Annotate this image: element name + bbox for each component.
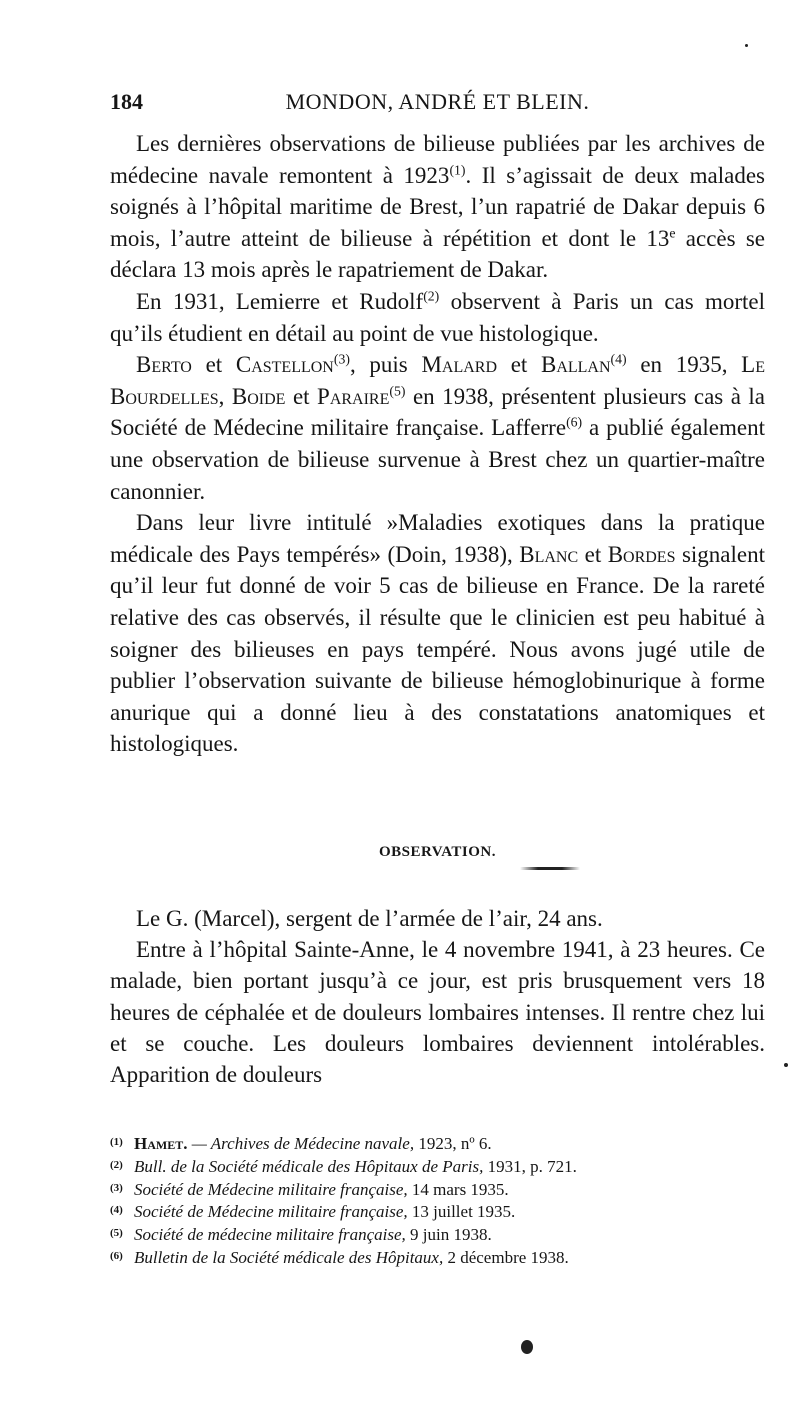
footnote-source: Société de Médecine militaire française,: [134, 1202, 412, 1222]
footnote-4: [110, 1201, 765, 1224]
author-name: Paraire: [317, 383, 390, 409]
footnote-detail: 1931, p. 721.: [487, 1156, 577, 1176]
footnote-detail: 2 décembre 1938.: [447, 1247, 569, 1267]
footnote-2: [110, 1156, 765, 1179]
footnote-source: Société de Médecine militaire française,: [134, 1179, 412, 1199]
footnote-mark: (3): [110, 1181, 123, 1194]
text-span: , puis: [349, 352, 422, 378]
footnote-detail: 9 juin 1938.: [410, 1225, 492, 1245]
footnote-ref: (5): [389, 383, 406, 399]
author-name: Bordes: [607, 541, 676, 567]
footnote-1: [110, 1133, 765, 1156]
footnote-ref: (4): [610, 351, 627, 367]
observation-heading: OBSERVATION.: [378, 844, 497, 860]
observation-line-2: Entre à l’hôpital Sainte-Anne, le 4 novembre 1941, à 23 heures. Ce malade, bien portant jusqu’à ce jour, est pris brusquement vers 18 heures de céphalée et de douleurs lombaires intenses. Il rentre chez lui et se couche. Les douleurs lombaires deviennent intolérables. Apparition de douleurs: [110, 937, 765, 1088]
paragraph-2: [110, 286, 765, 349]
paragraph-1: [110, 128, 765, 286]
footnote-5: [110, 1224, 765, 1247]
observation-text: [110, 903, 765, 1090]
text-span: en 1938, présentent plusieurs cas à la Société de Médecine militaire française. Lafferre: [110, 383, 766, 441]
footnote-author: Hamet.: [134, 1134, 188, 1153]
paragraph-3: [110, 349, 765, 507]
footnote-ref: (6): [566, 415, 583, 431]
text-span: et: [285, 383, 318, 409]
ink-speck: [784, 1063, 788, 1067]
observation-line-1: Le G. (Marcel), sergent de l’armée de l’air, 24 ans.: [136, 906, 603, 931]
author-name: Berto: [136, 352, 192, 378]
footnote-mark: (4): [110, 1204, 123, 1217]
text-span: et: [578, 541, 608, 567]
text-span: signalent qu’il leur fut donné de voir 5 cas de bilieuse en France. De la rareté relative des cas observés, il résulte que le clinicien est peu habitué à soigner des bilieuses en pays tempéré. Nous avons jugé utile de publier l’observation suivante de bilieuse hémoglobinurique à forme anurique qui a donné lieu à des constatations anatomiques et histologiques.: [110, 541, 765, 757]
text-span: ,: [218, 383, 232, 409]
footnote-6: [110, 1247, 765, 1270]
author-name: Boide: [231, 383, 286, 409]
author-name: Le Bourdelles: [110, 352, 765, 409]
footnote-mark: (6): [110, 1249, 123, 1262]
footnote-ref: (1): [449, 162, 466, 178]
ordinal-superscript: e: [669, 225, 676, 241]
footnote-mark: (2): [110, 1158, 123, 1171]
footnote-source: Bulletin de la Société médicale des Hôpitaux,: [134, 1247, 448, 1267]
paragraph-4: [110, 507, 765, 760]
body-text: [110, 128, 765, 760]
text-span: en 1935,: [626, 352, 742, 378]
footnote-ref: (3): [333, 351, 350, 367]
footnote-mark: (1): [110, 1136, 123, 1148]
footnote-source: — Archives de Médecine navale,: [187, 1134, 419, 1153]
footnote-source: Bull. de la Société médicale des Hôpitaux de Paris,: [134, 1156, 488, 1176]
footnote-source: Société de médecine militaire française,: [134, 1225, 411, 1245]
text-span: En 1931, Lemierre et Rudolf: [136, 288, 424, 314]
footnote-detail: 14 mars 1935.: [411, 1179, 509, 1199]
text-span: a publié également une observation de bilieuse survenue à Brest chez un quartier-maître canonnier.: [110, 415, 766, 504]
footnote-detail: 1923, nº 6.: [418, 1134, 492, 1153]
text-span: observent à Paris un cas mortel qu’ils étudient en détail au point de vue histologique.: [110, 288, 765, 346]
text-span: Dans leur livre intitulé »Maladies exotiques dans la pratique médicale des Pays tempérés» (Doin, 1938),: [110, 510, 765, 567]
text-span: accès se déclara 13 mois après le rapatriement de Dakar.: [110, 225, 765, 283]
author-name: Ballan: [540, 352, 611, 378]
author-name: Malard: [421, 352, 497, 378]
author-name: Castellon: [235, 352, 334, 378]
text-span: et: [497, 352, 541, 378]
footnote-detail: 13 juillet 1935.: [411, 1202, 516, 1222]
footnote-3: [110, 1179, 765, 1202]
footnote-ref: (2): [423, 288, 440, 304]
page-number: 184: [110, 89, 143, 114]
running-title: MONDON, ANDRÉ ET BLEIN.: [285, 89, 590, 114]
ink-speck: [521, 1340, 533, 1354]
author-name: Blanc: [519, 541, 579, 567]
text-span: Les dernières observations de bilieuse publiées par les archives de médecine navale remontent à 1923: [110, 131, 765, 188]
footnotes: [110, 1133, 765, 1270]
text-span: . Il s’agissait de deux malades soignés à l’hôpital maritime de Brest, l’un rapatrié de Dakar depuis 6 mois, l’autre atteint de bilieuse à répétition et dont le 13: [110, 162, 766, 251]
decorative-dash: [520, 867, 580, 870]
ink-speck: [745, 44, 748, 47]
text-span: et: [191, 352, 236, 378]
footnote-mark: (5): [110, 1227, 123, 1240]
